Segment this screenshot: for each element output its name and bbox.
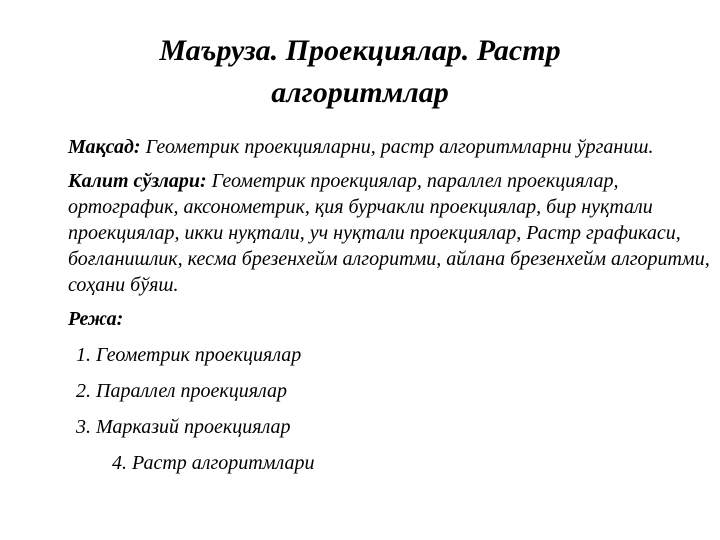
keywords-text: Геометрик проекциялар, параллел проекциялар, ортографик, аксонометрик, қия бурчакли проекциялар, бир нуқтали проекциялар, икки нуқтали, уч нуқтали проекциялар, Растр графикаси, боғланишлик, кесма брезенхейм алгоритми, айлана брезенхейм алгоритми, соҳани бўяш.	[68, 170, 710, 296]
goal-label: Мақсад:	[68, 136, 141, 158]
plan-item-4: 4. Растр алгоритмлари	[112, 452, 315, 474]
keywords-label: Калит сўзлари:	[68, 170, 207, 192]
goal-paragraph	[68, 134, 716, 160]
plan-item-3: 3. Марказий проекциялар	[76, 416, 291, 438]
goal-text: Геометрик проекцияларни, растр алгоритмларни ўрганиш.	[140, 136, 654, 158]
slide-title-line-2: алгоритмлар	[271, 76, 449, 109]
slide-title-line-1: Маъруза. Проекциялар. Растр	[159, 34, 561, 67]
slide-title	[60, 30, 660, 114]
keywords-paragraph	[68, 168, 716, 298]
slide-body	[68, 134, 716, 486]
plan-item-1: 1. Геометрик проекциялар	[76, 344, 302, 366]
plan-label: Режа:	[68, 308, 124, 330]
plan-item-2: 2. Параллел проекциялар	[76, 380, 287, 402]
